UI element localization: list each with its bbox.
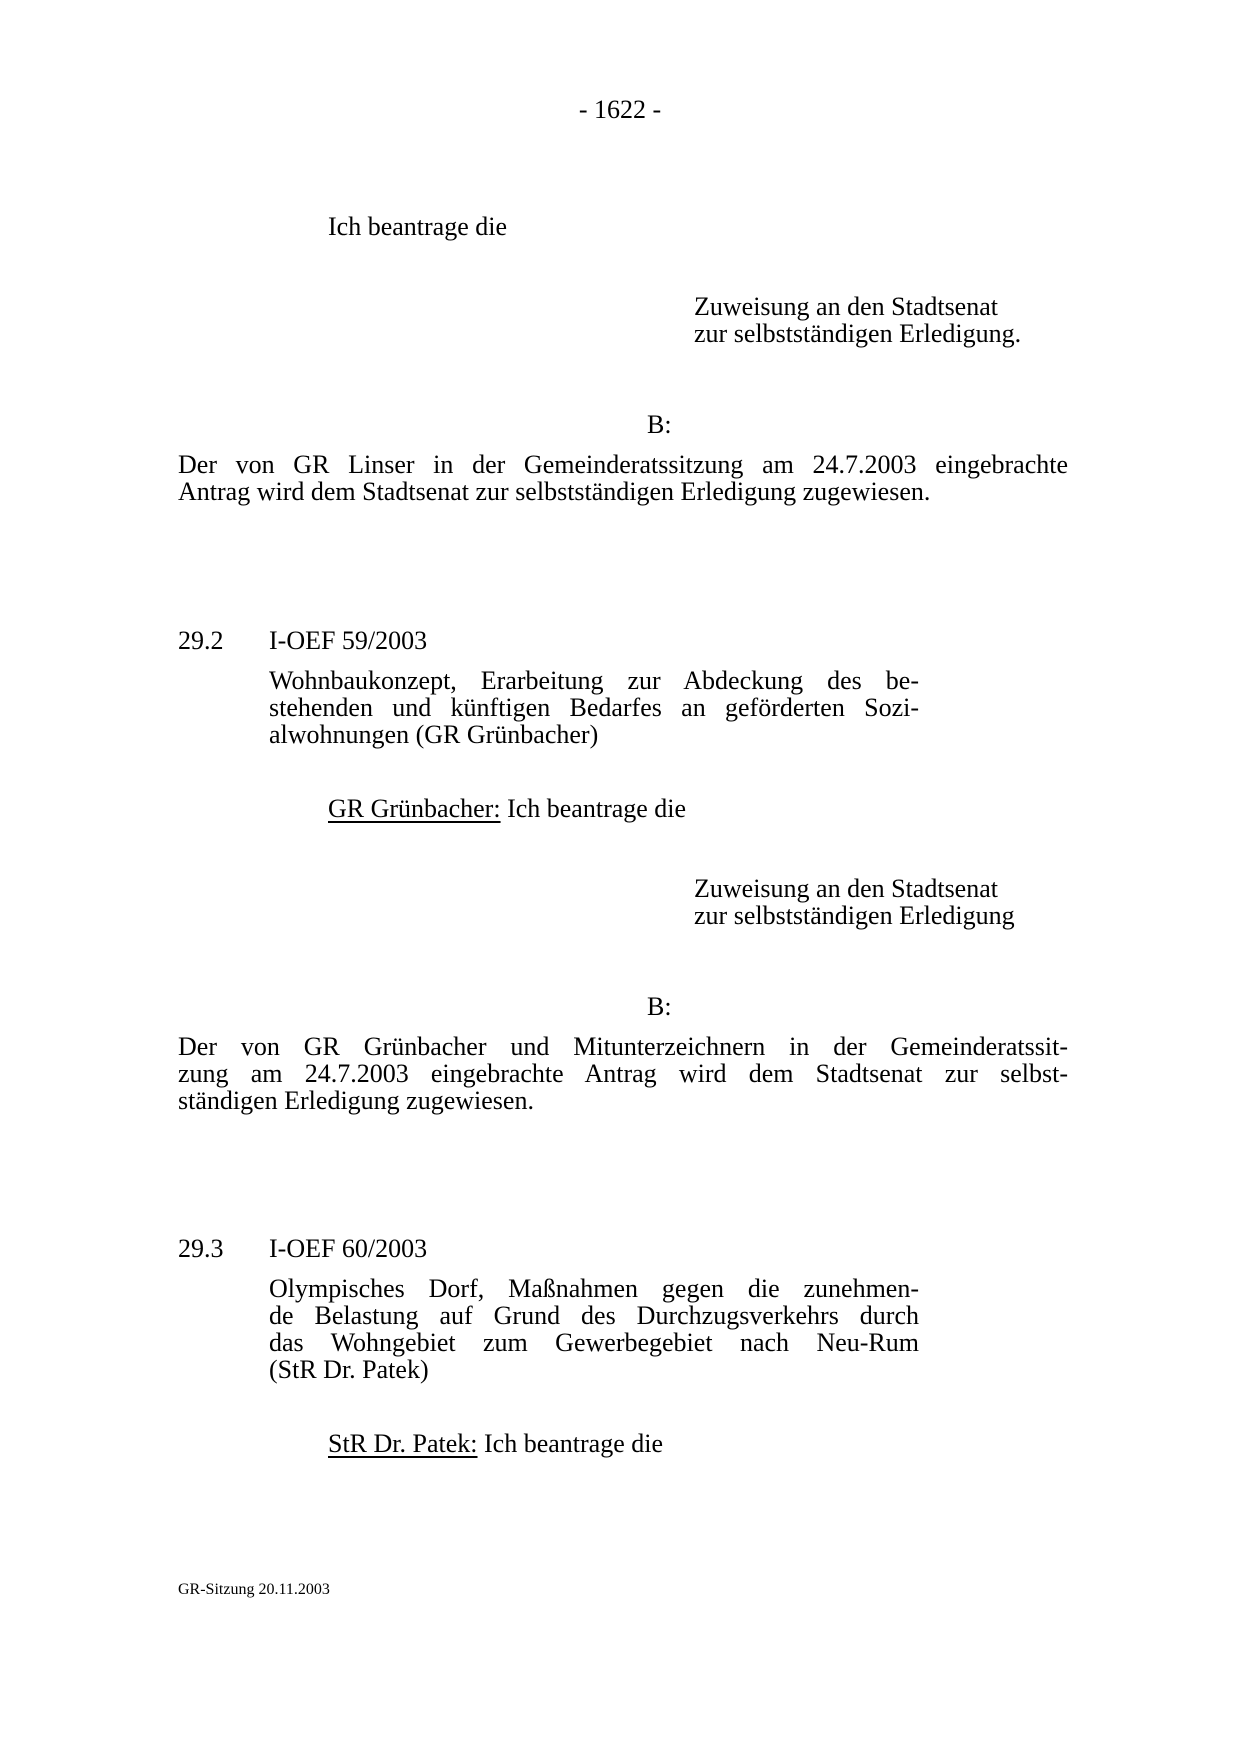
item-reference: I-OEF 60/2003 [269, 1234, 428, 1263]
decision-paragraph [178, 451, 1068, 505]
speaker-request-text: Ich beantrage die [507, 794, 687, 823]
assignment-line-1: Zuweisung an den Stadtsenat [694, 874, 998, 903]
item-title-line: Olympisches Dorf, Maßnahmen gegen die zunehmen- [269, 1274, 919, 1303]
item-number: 29.2 [178, 626, 224, 655]
decision-line: zung am 24.7.2003 eingebrachte Antrag wird dem Stadtsenat zur selbst- [178, 1059, 1068, 1088]
decision-paragraph [178, 1033, 1068, 1114]
decision-line: ständigen Erledigung zugewiesen. [178, 1086, 534, 1115]
item-title [269, 1275, 919, 1383]
speaker-request-text: Ich beantrage die [484, 1429, 664, 1458]
footer-session-date: GR-Sitzung 20.11.2003 [178, 1581, 330, 1598]
decision-label: B: [647, 410, 672, 439]
item-title [269, 667, 919, 748]
intro-assignment-line-2: zur selbstständigen Erledigung. [694, 319, 1022, 348]
item-title-line: de Belastung auf Grund des Durchzugsverkehrs durch [269, 1301, 919, 1330]
item-title-line: stehenden und künftigen Bedarfes an geförderten Sozi- [269, 693, 919, 722]
item-title-line: Wohnbaukonzept, Erarbeitung zur Abdeckung des be- [269, 666, 919, 695]
intro-assignment-line-1: Zuweisung an den Stadtsenat [694, 292, 998, 321]
assignment-line-2: zur selbstständigen Erledigung [694, 901, 1015, 930]
intro-request-text: Ich beantrage die [328, 212, 508, 241]
speaker-name: GR Grünbacher: [328, 794, 501, 823]
decision-label: B: [647, 992, 672, 1021]
decision-line: Der von GR Linser in der Gemeinderatssitzung am 24.7.2003 eingebrachte [178, 450, 1068, 479]
item-reference: I-OEF 59/2003 [269, 626, 428, 655]
decision-line: Der von GR Grünbacher und Mitunterzeichnern in der Gemeinderatssit- [178, 1032, 1068, 1061]
item-title-line: (StR Dr. Patek) [269, 1355, 429, 1384]
speaker-request [328, 1430, 663, 1457]
decision-line: Antrag wird dem Stadtsenat zur selbstständigen Erledigung zugewiesen. [178, 477, 931, 506]
speaker-request [328, 795, 686, 822]
speaker-name: StR Dr. Patek: [328, 1429, 478, 1458]
item-title-line: das Wohngebiet zum Gewerbegebiet nach Neu-Rum [269, 1328, 919, 1357]
item-title-line: alwohnungen (GR Grünbacher) [269, 720, 599, 749]
page-number: - 1622 - [578, 95, 662, 124]
item-number: 29.3 [178, 1234, 224, 1263]
